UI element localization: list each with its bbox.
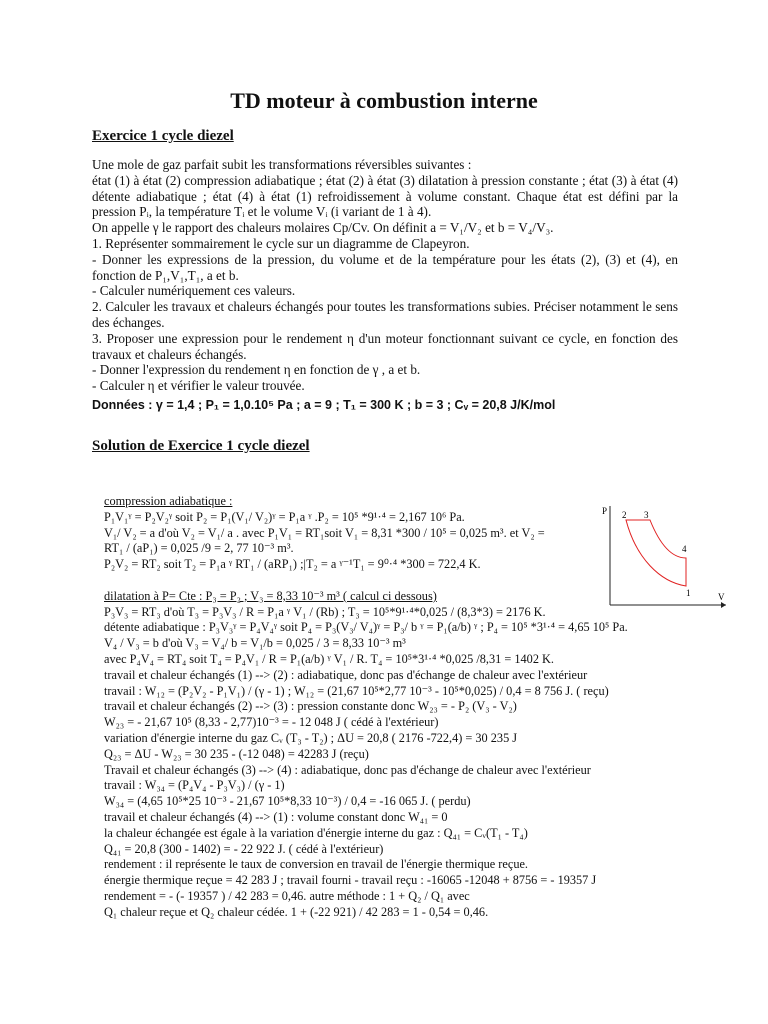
x-axis-arrow	[721, 602, 726, 608]
cycle-curve	[626, 520, 686, 586]
solution-line: avec P₄V₄ = RT₄ soit T₄ = P₄V₁ / R = P₁(a/b) ᵞ V₁ / R. T₄ = 10⁵*3¹·⁴ *0,025 /8,31 = 1402 K.	[104, 651, 555, 666]
point-label-4: 4	[682, 544, 687, 554]
solution-line	[104, 573, 604, 589]
solution-line: travail : W₁₂ = (P₂V₂ - P₁V₁) / (γ - 1) ; W₁₂ = (21,67 10⁵*2,77 10⁻³ - 10⁵*0,025) / 0,4 = 8 756 J. ( reçu)	[104, 683, 609, 698]
statement-line: 1. Représenter sommairement le cycle sur un diagramme de Clapeyron.	[92, 235, 470, 251]
point-label-3: 3	[644, 510, 649, 520]
solution-body	[104, 494, 628, 921]
y-axis-label: P	[602, 506, 608, 516]
solution-line: rendement = - (- 19357 ) / 42 283 = 0,46. autre méthode : 1 + Q₂ / Q₁ avec	[104, 888, 470, 903]
donnees-line: Données : γ = 1,4 ; P₁ = 1,0.10⁵ Pa ; a = 9 ; T₁ = 300 K ; b = 3 ; Cᵥ = 20,8 J/K/mol	[92, 397, 556, 412]
clapeyron-diagram	[600, 500, 730, 610]
solution-line: travail : W₃₄ = (P₄V₄ - P₃V₃) / (γ - 1)	[104, 778, 285, 793]
page-title: TD moteur à combustion interne	[230, 88, 538, 113]
solution-line: travail et chaleur échangés (4) --> (1) : volume constant donc W₄₁ = 0	[104, 809, 448, 824]
exercise-statement	[92, 157, 678, 414]
solution-line: Q₁ chaleur reçue et Q₂ chaleur cédée. 1 + (-22 921) / 42 283 = 1 - 0,54 = 0,46.	[104, 904, 489, 919]
statement-line: 3. Proposer une expression pour le rendement η d'un moteur fonctionnant suivant ce cycle, en fonction des travaux et chaleurs échangés.	[92, 330, 678, 362]
statement-line: - Calculer η et vérifier le valeur trouvée.	[92, 378, 305, 394]
solution-line: travail et chaleur échangés (2) --> (3) : pression constante donc W₂₃ = - P₂ (V₃ - V₂)	[104, 699, 517, 714]
solution-line: travail et chaleur échangés (1) --> (2) : adiabatique, donc pas d'échange de chaleur avec l'extérieur	[104, 667, 588, 682]
solution-line: W₂₃ = - 21,67 10⁵ (8,33 - 2,77)10⁻³ = - 12 048 J ( cédé à l'extérieur)	[104, 715, 439, 730]
solution-heading: Solution de Exercice 1 cycle diezel	[92, 438, 310, 454]
statement-line: - Calculer numériquement ces valeurs.	[92, 283, 296, 299]
point-label-2: 2	[622, 510, 627, 520]
solution-line: RT₁ / (aP₁) = 0,025 /9 = 2, 77 10⁻³ m³.	[104, 541, 294, 556]
solution-line: variation d'énergie interne du gaz Cᵥ (T₃ - T₂) ; ΔU = 20,8 ( 2176 -722,4) = 30 235 J	[104, 730, 518, 745]
solution-line: V₁/ V₂ = a d'où V₂ = V₁/ a . avec P₁V₁ = RT₁soit V₁ = 8,31 *300 / 10⁵ = 0,025 m³. et V₂ =	[104, 525, 545, 540]
solution-line: Q₂₃ = ΔU - W₂₃ = 30 235 - (-12 048) = 42283 J (reçu)	[104, 746, 369, 761]
solution-line: Travail et chaleur échangés (3) --> (4) : adiabatique, donc pas d'échange de chaleur avec l'extérieur	[104, 762, 591, 777]
point-label-1: 1	[686, 588, 691, 598]
solution-line: compression adiabatique :	[104, 494, 233, 508]
statement-line: état (1) à état (2) compression adiabatique ; état (2) à état (3) dilatation à pression constante ; état (3) à état (4) détente adiabatique ; état (4) à état (1) refroidissement à volume constant. Chaque état est défini par la pression Pᵢ, la température Tᵢ et le volume Vᵢ (i variant de 1 à 4).	[92, 172, 678, 220]
solution-line: P₃V₃ = RT₃ d'où T₃ = P₃V₃ / R = P₁a ᵞ V₁ / (Rb) ; T₃ = 10⁵*9¹·⁴*0,025 / (8,3*3) = 2176 K.	[104, 604, 546, 619]
solution-line: la chaleur échangée est égale à la variation d'énergie interne du gaz : Q₄₁ = Cᵥ(T₁ - T₄)	[104, 825, 528, 840]
statement-line: - Donner les expressions de la pression, du volume et de la température pour les états (2), (3) et (4), en fonction de P₁,V₁,T₁, a et b.	[92, 251, 678, 283]
statement-line: On appelle γ le rapport des chaleurs molaires Cp/Cv. On définit a = V₁/V₂ et b = V₄/V₃.	[92, 220, 554, 236]
x-axis-label: V	[718, 592, 725, 602]
solution-line: énergie thermique reçue = 42 283 J ; travail fourni - travail reçu : -16065 -12048 + 8756 = - 19357 J	[104, 873, 597, 888]
statement-line: - Donner l'expression du rendement η en fonction de γ , a et b.	[92, 362, 421, 378]
solution-line: V₄ / V₃ = b d'où V₃ = V₄/ b = V₁/b = 0,025 / 3 = 8,33 10⁻³ m³	[104, 636, 406, 651]
solution-line: détente adiabatique : P₃V₃ᵞ = P₄V₄ᵞ soit P₄ = P₃(V₃/ V₄)ᵞ = P₃/ b ᵞ = P₁(a/b) ᵞ ; P₄ = 10⁵ *3¹·⁴ = 4,65 10⁵ Pa.	[104, 620, 628, 635]
exercise-heading: Exercice 1 cycle diezel	[92, 128, 234, 144]
solution-line: Q₄₁ = 20,8 (300 - 1402) = - 22 922 J. ( cédé à l'extérieur)	[104, 841, 384, 856]
statement-line: 2. Calculer les travaux et chaleurs échangés pour toutes les transformations subies. Préciser notamment le sens des échanges.	[92, 299, 678, 330]
solution-line: P₁V₁ᵞ = P₂V₂ᵞ soit P₂ = P₁(V₁/ V₂)ᵞ = P₁a ᵞ .P₂ = 10⁵ *9¹·⁴ = 2,167 10⁶ Pa.	[104, 509, 465, 524]
statement-line: Une mole de gaz parfait subit les transformations réversibles suivantes :	[92, 157, 472, 172]
solution-line: dilatation à P= Cte : P₃ = P₂ ; V₃ = 8,33 10⁻³ m³ ( calcul ci dessous)	[104, 588, 437, 603]
solution-line: P₂V₂ = RT₂ soit T₂ = P₁a ᵞ RT₁ / (aRP₁) ;|T₂ = a ᵞ⁻¹T₁ = 9⁰·⁴ *300 = 722,4 K.	[104, 557, 481, 572]
solution-line: W₃₄ = (4,65 10⁵*25 10⁻³ - 21,67 10⁵*8,33 10⁻³) / 0,4 = -16 065 J. ( perdu)	[104, 794, 471, 809]
solution-line: rendement : il représente le taux de conversion en travail de l'énergie thermique reçue.	[104, 857, 528, 872]
